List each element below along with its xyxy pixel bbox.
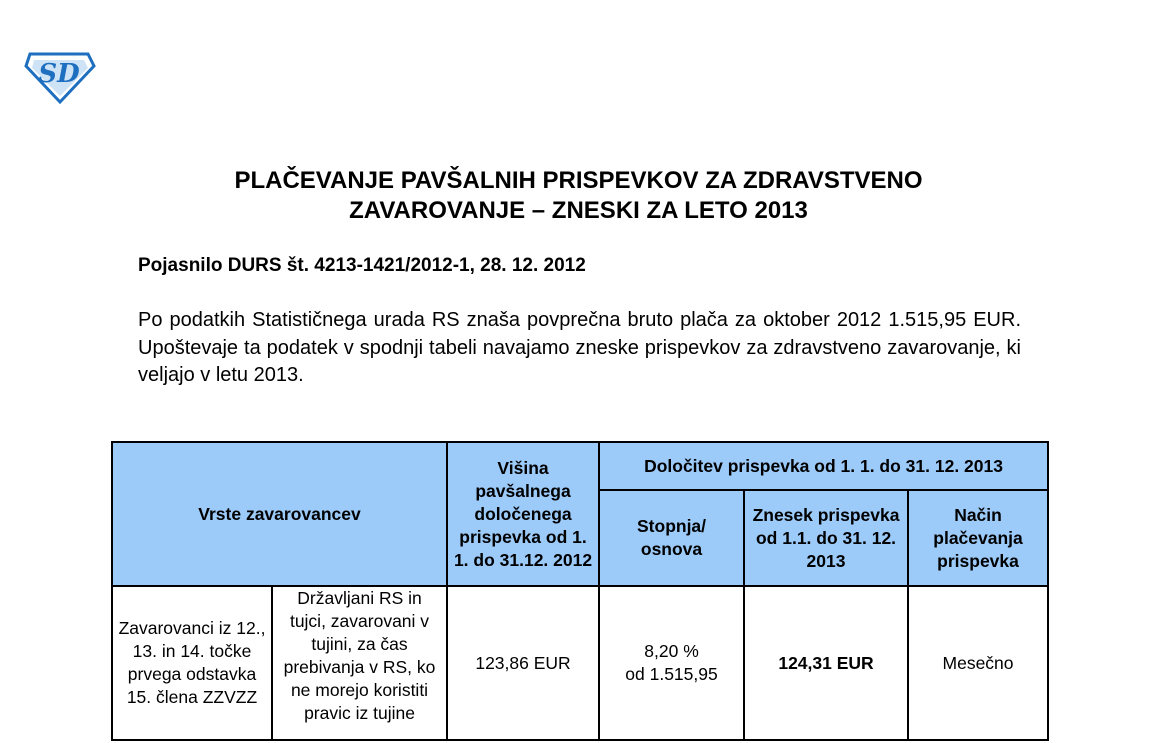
- cell-amount-2013: 124,31 EUR: [744, 586, 908, 740]
- reference-line: Pojasnilo DURS št. 4213-1421/2012-1, 28. 12. 2012: [138, 255, 586, 276]
- rate-base: od 1.515,95: [625, 664, 718, 684]
- cell-payment: Mesečno: [908, 586, 1048, 740]
- cell-rate: [599, 586, 744, 740]
- cell-amount-2012: 123,86 EUR: [447, 586, 599, 740]
- header-visina: Višina pavšalnega določenega prispevka od 1. 1. do 31.12. 2012: [447, 442, 599, 586]
- company-logo: [22, 48, 96, 104]
- document-title: [0, 166, 1157, 226]
- header-vrste: Vrste zavarovancev: [112, 442, 447, 586]
- header-stopnja: Stopnja/ osnova: [599, 490, 744, 586]
- cell-description: Državljani RS in tujci, zavarovani v tujini, za čas prebivanja v RS, ko ne morejo koristiti pravic iz tujine: [283, 588, 436, 723]
- title-line-1: PLAČEVANJE PAVŠALNIH PRISPEVKOV ZA ZDRAVSTVENO: [234, 167, 923, 194]
- contributions-table: [111, 441, 1049, 741]
- intro-paragraph: Po podatkih Statističnega urada RS znaša povprečna bruto plača za oktober 2012 1.515,95 EUR. Upoštevaje ta podatek v spodnji tabeli navajamo zneske prispevkov za zdravstveno zavarovanje, ki veljajo v letu 2013.: [138, 309, 1021, 386]
- logo-lettering: SD: [38, 59, 80, 89]
- title-line-2: ZAVAROVANJE – ZNESKI ZA LETO 2013: [349, 197, 808, 224]
- rate-value: 8,20 %: [644, 641, 699, 661]
- table-row: [112, 586, 1048, 740]
- header-znesek: Znesek prispevka od 1.1. do 31. 12. 2013: [744, 490, 908, 586]
- header-dolocitev: Določitev prispevka od 1. 1. do 31. 12. 2013: [599, 442, 1048, 490]
- cell-category: Zavarovanci iz 12., 13. in 14. točke prvega odstavka 15. člena ZZVZZ: [112, 586, 272, 740]
- header-nacin: Način plačevanja prispevka: [908, 490, 1048, 586]
